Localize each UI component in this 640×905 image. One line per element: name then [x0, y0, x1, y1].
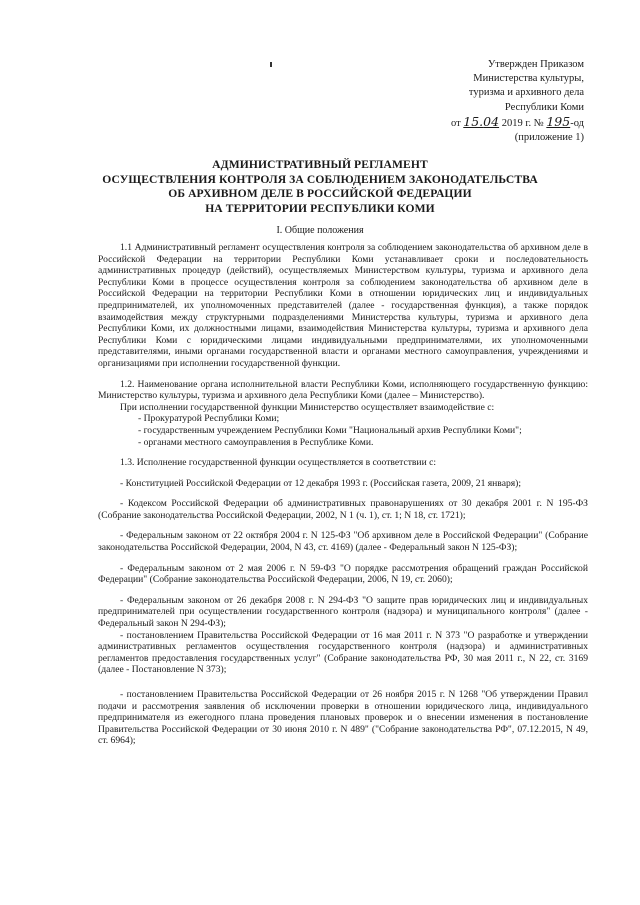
law-125-fz: - Федеральным законом от 22 октября 2004 г. N 125-ФЗ "Об архивном деле в Российской Федерации" (Собрание законодательства Российской Федерации, 2004, N 43, ст. 4169) (далее - Федеральный закон N 125-ФЗ); [98, 530, 588, 554]
list-item-local-government: - органами местного самоуправления в Республике Коми. [138, 436, 374, 448]
list-item-national-archive: - государственным учреждением Республики Коми "Национальный архив Республики Коми"; [138, 424, 522, 436]
approval-line-3: туризма и архивного дела [468, 87, 584, 99]
law-294-fz: - Федеральным законом от 26 декабря 2008 г. N 294-ФЗ "О защите прав юридических лиц и индивидуальных предпринимателей при осуществлении государственного контроля (надзора) и муниципального контроля" (далее - Федеральный закон N 294-ФЗ); [98, 594, 588, 630]
approval-line-4: Республики Коми [504, 101, 584, 113]
approval-year: 2019 г. № [501, 117, 544, 129]
approval-date-line [384, 115, 584, 131]
approval-number: 195 [546, 113, 571, 129]
approval-stamp [384, 58, 584, 145]
document-title [60, 158, 580, 216]
approval-date-day: 15. [463, 113, 484, 129]
approval-from: от [450, 117, 461, 129]
paragraph-1-2-interaction: При исполнении государственной функции Министерство осуществляет взаимодействие с: [120, 401, 495, 413]
title-line-2: ОСУЩЕСТВЛЕНИЯ КОНТРОЛЯ ЗА СОБЛЮДЕНИЕМ ЗАКОНОДАТЕЛЬСТВА [102, 172, 538, 186]
approval-line-1: Утвержден Приказом [487, 59, 584, 70]
list-item-prosecutor: - Прокуратурой Республики Коми; [138, 413, 280, 425]
approval-suffix: -од [570, 117, 584, 129]
title-line-3: ОБ АРХИВНОМ ДЕЛЕ В РОССИЙСКОЙ ФЕДЕРАЦИИ [168, 187, 472, 200]
law-constitution: - Конституцией Российской Федерации от 12 декабря 1993 г. (Российская газета, 2009, 21 января); [120, 477, 522, 489]
law-administrative-code: - Кодексом Российской Федерации об административных правонарушениях от 30 декабря 2001 г. N 195-ФЗ (Собрание законодательства Российской Федерации, 2002, N 1 (ч. 1), ст. 1; N 18, ст. 1721); [98, 498, 588, 521]
paragraph-1-2: 1.2. Наименование органа исполнительной власти Республики Коми, исполняющего государственную функцию: Министерство культуры, туризма и архивного дела Республики Коми (далее – Министерство). [98, 378, 588, 402]
title-line-4: НА ТЕРРИТОРИИ РЕСПУБЛИКИ КОМИ [205, 201, 435, 215]
approval-appendix: (приложение 1) [514, 132, 584, 144]
law-resolution-373: - постановлением Правительства Российской Федерации от 16 мая 2011 г. N 373 "О разработке и утверждении административных регламентов осуществления государственного контроля (надзора) и административных регламентов предоставления государственных услуг" (Собрание законодательства РФ, 30 мая 2011 г., N 22, ст. 3169 (далее - Постановление N 373); [98, 629, 588, 676]
law-resolution-1268: - постановлением Правительства Российской Федерации от 26 ноября 2015 г. N 1268 "Об утверждении Правил подачи и рассмотрения заявления об исключении проверки в отношении юридического лица, индивидуального предпринимателя из ежегодного плана проведения плановых проверок и о внесении изменения в постановление Правительства Российской Федерации от 30 июня 2010 г. N 489" ("Собрание законодательства РФ", 07.12.2015, N 49, ст. 6964); [98, 689, 588, 747]
scan-speck [270, 62, 272, 67]
law-59-fz: - Федеральным законом от 2 мая 2006 г. N 59-ФЗ "О порядке рассмотрения обращений граждан Российской Федерации" (Собрание законодательства Российской Федерации, 2006, N 19, ст. 2060); [98, 562, 588, 586]
title-line-1: АДМИНИСТРАТИВНЫЙ РЕГЛАМЕНТ [212, 158, 428, 171]
section-heading: I. Общие положения [276, 225, 364, 236]
approval-date-month: 04 [483, 113, 500, 129]
approval-line-2: Министерства культуры, [473, 73, 584, 85]
document-body [98, 242, 588, 747]
paragraph-1-3: 1.3. Исполнение государственной функции осуществляется в соответствии с: [120, 457, 437, 469]
paragraph-1-1: 1.1 Административный регламент осуществления контроля за соблюдением законодательства об архивном деле в Российской Федерации на территории Республики Коми устанавливает сроки и последовательность административных процедур (действий), осуществляемых Министерством культуры, туризма и архивного дела Республики Коми в процессе осуществления контроля за соблюдением законодательства об архивном деле в Российской Федерации на территории Республики Коми в отношении юридических лиц и индивидуальных предпринимателей, их уполномоченных представителей (далее - государственная функция), а также порядок взаимодействия между структурными подразделениями Министерства культуры, туризма и архивного дела Республики Коми, их должностными лицами, взаимодействия Министерства культуры, туризма и архивного дела Республики Коми с юридическими лицами индивидуальными предпринимателями, их уполномоченными представителями, иными органами государственной власти и органами местного самоуправления, учреждениями и организациями при исполнении государственной функции. [98, 242, 588, 369]
